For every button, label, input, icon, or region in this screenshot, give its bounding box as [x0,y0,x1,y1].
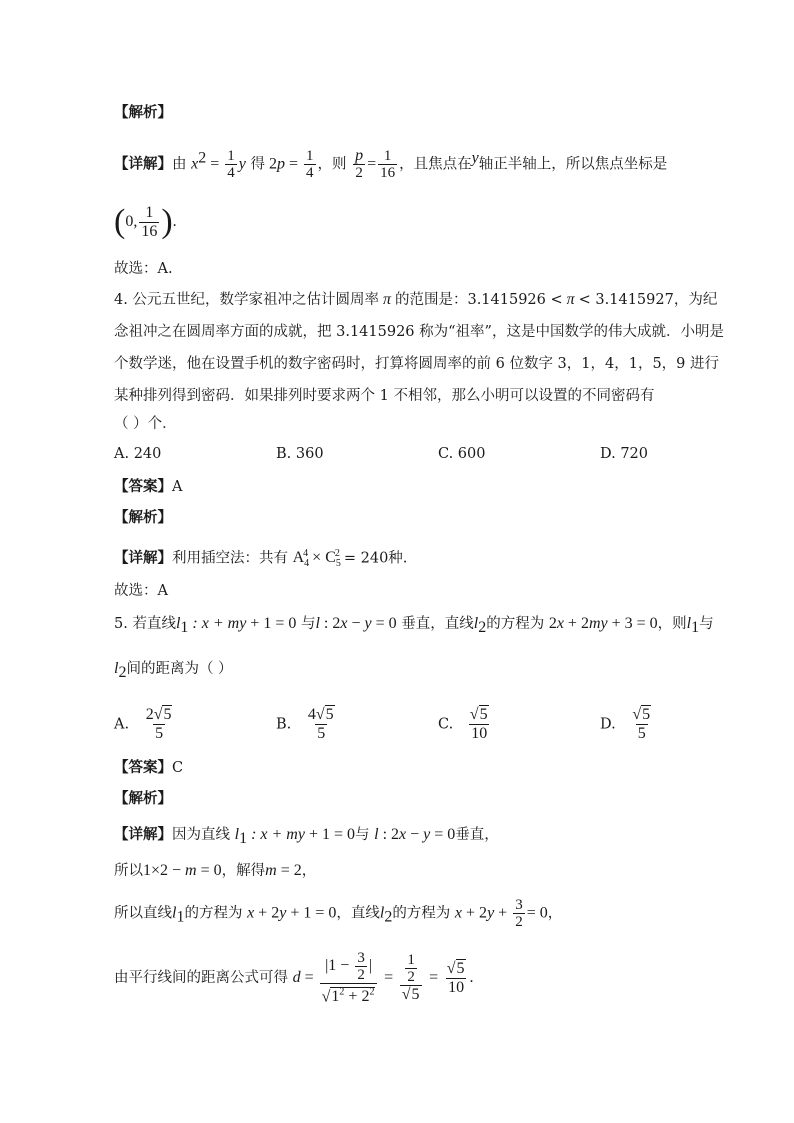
text: ，且焦点在 [399,156,472,173]
fraction: $\frac{1}{4}$ [227,148,235,181]
fraction: $\frac{1}{4}$ [306,148,314,181]
q3-final-choice: 故选：A. [114,261,173,277]
q5-option-a: A. $\frac{2√5}{5}$ [114,706,172,742]
text: 因为直线 [172,827,230,843]
answer-value: A [172,479,183,495]
text: 与 [699,616,714,632]
q5-analysis-label: 【解析】 [114,790,172,807]
fraction: |1 − $\frac{3}{2}$ | $√1^2 + 2^2$ [320,950,378,1006]
text: 5. 若直线 [114,616,176,632]
fraction: $\frac{1}{16}$ [141,203,158,240]
text: 的方程为 [392,905,451,922]
text: 由 [172,156,187,173]
text: 的方程为 [486,616,545,632]
q5-option-b: B. $\frac{4√5}{5}$ [276,706,334,742]
text: 利用插空法：共有 [172,550,288,567]
text: ， [547,905,563,922]
q5-answer [114,758,183,778]
q4-stem-line-2: 念祖冲之在圆周率方面的成就，把 3.1415926 称为“祖率”，这是中国数学的伟大成就．小明是 [114,324,724,340]
text: 间的距离为（ ） [126,661,233,677]
text: ， [301,863,317,879]
q5-option-d: D. $\frac{√5}{5}$ [600,706,651,742]
focus-coordinate: (0, $\frac{1}{16}$ ). [114,203,177,240]
answer-value: C [172,760,184,776]
q4-stem-line-3: 个数学迷，他在设置手机的数字密码时，打算将圆周率的前 6 位数字 3，1，4，1，5，9 进行 [114,356,720,372]
q4-stem-line-1: 4. 公元五世纪，数学家祖冲之估计圆周率 π 的范围是：3.1415926 < π < 3.1415927，为纪 [114,291,718,308]
text: 与 [300,616,316,632]
text: ，直线 [336,905,380,922]
fraction: $\frac{1}{16}$ [380,148,396,181]
text: 垂直， [455,827,499,843]
text: ，则 [317,156,347,173]
answer-label: 【答案】 [114,478,172,495]
q5-option-c: C. $\frac{√5}{10}$ [438,706,488,742]
text: 由平行线间的距离公式可得 [114,970,288,987]
q4-analysis-label: 【解析】 [114,509,172,526]
q5-detail-line-2: 所以1×2 − m = 0，解得m = 2， [114,862,317,879]
text: 所以直线 [114,905,172,922]
text: ，则 [657,616,687,632]
q4-stem-line-4: 某种排列得到密码．如果排列时要求两个 1 不相邻，那么小明可以设置的不同密码有 [114,388,655,404]
text: 轴正半轴上，所以焦点坐标是 [478,156,668,173]
text: ，解得 [221,863,266,879]
option-letter: D. [600,716,616,733]
math: x [191,155,199,173]
q3-detail-line: 【详解】由 $x^2$ = $\frac{1}{4}$ y 得 2p = $\frac{1}{4}$ ，则 $\frac{p}{2}$ = $\frac{1}{16}$ ，且焦点在$^y$轴正半轴上，所以焦点坐标是 [114,147,668,181]
q5-detail-line-4: 由平行线间的距离公式可得 d = |1 − $\frac{3}{2}$ | $√1^2 + 2^2$ = $\frac{\frac{1}{2}}{√5}$ = $\frac{√5}{10}$ . [114,950,474,1006]
text: 所以 [114,863,143,879]
answer-label: 【答案】 [114,759,172,776]
q4-option-d: D. 720 [600,446,649,462]
text: 垂直，直线 [401,616,474,632]
option-letter: A. [114,716,130,733]
q5-detail-line-3: 所以直线$l_1$的方程为 x + 2y + 1 = 0，直线$l_2$的方程为 x + 2y + $\frac{3}{2}$ = 0， [114,897,563,930]
analysis-label: 【解析】 [114,104,172,121]
detail-label: 【详解】 [114,155,172,173]
text: 与 [355,827,370,843]
q4-answer [114,477,182,497]
detail-label: 【详解】 [114,549,172,567]
fraction: $\frac{p}{2}$ [355,147,364,181]
text: 得 [250,156,265,173]
q4-option-c: C. 600 [438,446,486,462]
text: 4. 公元五世纪，数学家祖冲之估计圆周率 [114,292,379,308]
fraction: $\frac{\frac{1}{2}}{√5}$ [400,952,423,1004]
text: < 3.1415927，为纪 [578,292,718,308]
q4-detail: 【详解】利用插空法：共有 $A_4^4 \times C_5^2 = 240$种. [114,548,408,570]
q4-option-b: B. 360 [276,446,324,462]
option-letter: C. [438,716,454,733]
text: 的方程为 [184,905,243,922]
q4-stem-line-5: （ ）个． [114,416,177,432]
q4-final-choice: 故选：A [114,583,168,599]
text: 的范围是：3.1415926 < [394,292,563,308]
fraction: $\frac{3}{2}$ [515,897,523,930]
detail-label: 【详解】 [114,826,172,843]
text: = 240种. [343,550,408,567]
q4-option-a: A. 240 [114,446,162,462]
q5-detail-line-1: 【详解】因为直线 $l_1$ : x + my + 1 = 0与 l : 2x − y = 0垂直， [114,826,499,847]
fraction: $\frac{√5}{10}$ [446,959,465,996]
q5-stem-line-2: $l_2$间的距离为（ ） [114,660,233,681]
option-letter: B. [276,716,292,733]
q5-stem-line-1: 5. 若直线$l_1$ : x + my + 1 = 0 与l : 2x − y = 0 垂直，直线$l_2$的方程为 2x + 2my + 3 = 0，则$l_1$与 [114,615,714,636]
